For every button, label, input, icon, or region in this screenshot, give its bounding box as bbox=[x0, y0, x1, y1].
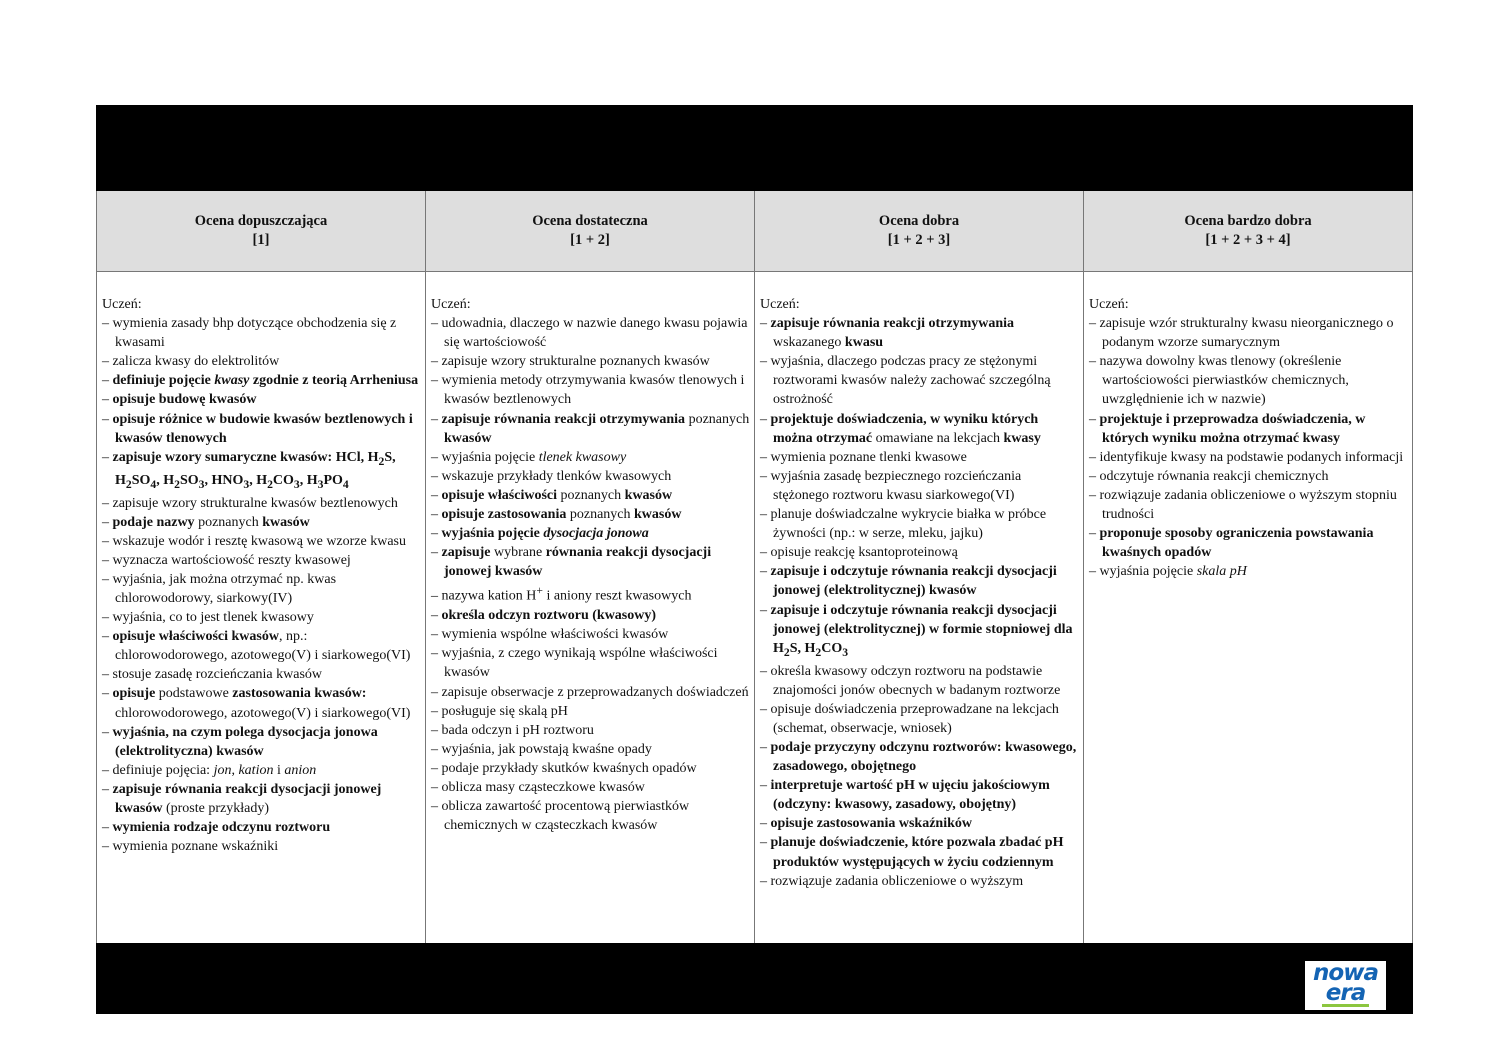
list-item: – rozwiązuje zadania obliczeniowe o wyższym bbox=[760, 873, 1024, 889]
list-item: – podaje przyczyny odczynu roztworów: kwasowego, zasadowego, obojętnego bbox=[760, 739, 1077, 775]
list-item: – nazywa dowolny kwas tlenowy (określenie wartościowości pierwiastków chemicznych, uwzględnienie ich w nazwie) bbox=[1089, 354, 1349, 408]
list-item: – wymienia wspólne właściwości kwasów bbox=[431, 627, 669, 643]
list-item: – wymienia rodzaje odczynu roztworu bbox=[102, 820, 331, 836]
list-item: – podaje nazwy poznanych kwasów bbox=[102, 514, 310, 530]
list-item: – zapisuje i odczytuje równania reakcji dysocjacji jonowej (elektrolitycznej) w formie stopniowej dla $H_2S$, $H_2CO_3$ bbox=[760, 602, 1073, 659]
column-bardzo-dobra bbox=[1083, 191, 1413, 943]
column-subheading: [1 + 2] bbox=[570, 232, 610, 248]
grading-table bbox=[96, 191, 1413, 943]
header-band bbox=[96, 105, 1413, 191]
list-item: – opisuje właściwości poznanych kwasów bbox=[431, 487, 673, 503]
list-item: – proponuje sposoby ograniczenia powstawania kwaśnych opadów bbox=[1089, 526, 1374, 561]
list-item: – wyjaśnia, dlaczego podczas pracy ze stężonymi roztworami kwasów należy zachować szczególną ostrożność bbox=[760, 354, 1051, 408]
list-item: – nazywa kation H+ i aniony reszt kwasowych bbox=[431, 584, 692, 605]
list-item: – planuje doświadczalne wykrycie białka w próbce żywności (np.: w serze, mleku, jajku) bbox=[760, 507, 1047, 542]
column-body bbox=[426, 272, 754, 943]
column-header bbox=[426, 191, 754, 272]
list-item: – wyjaśnia, na czym polega dysocjacja jonowa (elektrolityczna) kwasów bbox=[102, 724, 378, 759]
list-item: – zapisuje wzór strukturalny kwasu nieorganicznego o podanym wzorze sumarycznym bbox=[1089, 316, 1394, 351]
logo-text-era: era bbox=[1322, 983, 1369, 1007]
list-item: – wymienia poznane tlenki kwasowe bbox=[760, 449, 967, 465]
list-item: – opisuje podstawowe zastosowania kwasów: chlorowodorowego, azotowego(V) i siarkowego(VI) bbox=[102, 686, 411, 721]
list-item: – interpretuje wartość pH w ujęciu jakościowym (odczyny: kwasowy, zasadowy, obojętny) bbox=[760, 778, 1050, 813]
list-item: – wyjaśnia, jak można otrzymać np. kwas chlorowodorowy, siarkowy(IV) bbox=[102, 571, 337, 606]
column-subheading: [1 + 2 + 3] bbox=[887, 232, 951, 248]
list-item: – opisuje różnice w budowie kwasów beztlenowych i kwasów tlenowych bbox=[102, 411, 413, 446]
list-item: – zapisuje równania reakcji otrzymywania wskazanego kwasu bbox=[760, 316, 1015, 351]
list-item: – zapisuje równania reakcji otrzymywania poznanych kwasów bbox=[431, 411, 750, 446]
list-item: – zapisuje obserwacje z przeprowadzanych doświadczeń bbox=[431, 684, 749, 700]
list-item: – zapisuje wzory strukturalne kwasów beztlenowych bbox=[102, 495, 398, 511]
list-item: – posługuje się skalą pH bbox=[431, 703, 568, 719]
column-dostateczna bbox=[425, 191, 755, 943]
list-item: – wyjaśnia, z czego wynikają wspólne właściwości kwasów bbox=[431, 646, 718, 681]
list-item: – bada odczyn i pH roztworu bbox=[431, 722, 594, 738]
list-item: – wskazuje przykłady tlenków kwasowych bbox=[431, 468, 672, 484]
list-item: – wymienia metody otrzymywania kwasów tlenowych i kwasów beztlenowych bbox=[431, 373, 745, 408]
list-item: – wymienia zasady bhp dotyczące obchodzenia się z kwasami bbox=[102, 316, 397, 351]
column-heading: Ocena dobra bbox=[878, 213, 960, 229]
list-item: – zapisuje i odczytuje równania reakcji dysocjacji jonowej (elektrolitycznej) kwasów bbox=[760, 564, 1057, 599]
list-item: – opisuje właściwości kwasów, np.: chlorowodorowego, azotowego(V) i siarkowego(VI) bbox=[102, 629, 411, 664]
list-item: – oblicza masy cząsteczkowe kwasów bbox=[431, 780, 645, 795]
list-intro: Uczeń: bbox=[102, 297, 142, 312]
list-item: – określa kwasowy odczyn roztworu na podstawie znajomości jonów obecnych w badanym roztworze bbox=[760, 663, 1061, 698]
list-intro: Uczeń: bbox=[760, 297, 800, 312]
list-item: – wyjaśnia, co to jest tlenek kwasowy bbox=[102, 610, 314, 626]
list-item: – zalicza kwasy do elektrolitów bbox=[102, 354, 280, 370]
list-item: – podaje przykłady skutków kwaśnych opadów bbox=[431, 760, 697, 776]
list-item: – wskazuje wodór i resztę kwasową we wzorze kwasu bbox=[102, 533, 407, 549]
list-item: – wyjaśnia zasadę bezpiecznego rozcieńczania stężonego roztworu kwasu siarkowego(VI) bbox=[760, 468, 1022, 503]
column-header bbox=[97, 191, 425, 272]
list-item: – opisuje zastosowania poznanych kwasów bbox=[431, 507, 682, 523]
list-item: – zapisuje równania reakcji dysocjacji jonowej kwasów (proste przykłady) bbox=[102, 781, 382, 817]
column-body bbox=[97, 272, 425, 943]
column-dopuszczajaca bbox=[96, 191, 426, 943]
list-item: – opisuje budowę kwasów bbox=[102, 392, 257, 408]
list-item: – planuje doświadczenie, które pozwala zbadać pH produktów występujących w życiu codziennym bbox=[760, 835, 1064, 870]
list-item: – rozwiązuje zadania obliczeniowe o wyższym stopniu trudności bbox=[1089, 487, 1397, 523]
logo-text-nowa: nowa bbox=[1313, 960, 1378, 986]
list-item: – stosuje zasadę rozcieńczania kwasów bbox=[102, 667, 323, 683]
column-body bbox=[755, 272, 1083, 943]
column-subheading: [1] bbox=[252, 232, 270, 248]
list-item: – opisuje reakcję ksantoproteinową bbox=[760, 545, 958, 561]
column-subheading: [1 + 2 + 3 + 4] bbox=[1205, 232, 1291, 248]
list-item: – określa odczyn roztworu (kwasowy) bbox=[431, 608, 657, 624]
list-item: – identyfikuje kwasy na podstawie podanych informacji bbox=[1089, 449, 1404, 465]
column-heading: Ocena dostateczna bbox=[532, 213, 648, 229]
footer-band bbox=[96, 943, 1413, 1014]
list-item: – wyjaśnia, jak powstają kwaśne opady bbox=[431, 741, 652, 757]
list-item: – opisuje doświadczenia przeprowadzane na lekcjach (schemat, obserwacje, wniosek) bbox=[760, 701, 1059, 736]
list-item: – udowadnia, dlaczego w nazwie danego kwasu pojawia się wartościowość bbox=[431, 316, 748, 351]
list-item: – wyznacza wartościowość reszty kwasowej bbox=[102, 552, 351, 568]
list-item: – definiuje pojęcie kwasy zgodnie z teorią Arrheniusa bbox=[102, 373, 419, 389]
column-heading: Ocena bardzo dobra bbox=[1184, 213, 1312, 229]
list-item: – odczytuje równania reakcji chemicznych bbox=[1089, 468, 1329, 484]
list-item: – oblicza zawartość procentową pierwiastków chemicznych w cząsteczkach kwasów bbox=[431, 799, 690, 834]
column-header bbox=[1084, 191, 1412, 272]
list-item: – wyjaśnia pojęcie dysocjacja jonowa bbox=[431, 526, 649, 542]
column-dobra bbox=[754, 191, 1084, 943]
list-item: – projektuje doświadczenia, w wyniku których można otrzymać omawiane na lekcjach kwasy bbox=[760, 411, 1041, 446]
list-item: – zapisuje wzory sumaryczne kwasów: HCl, $H_2S$, $H_2SO_4$, $H_2SO_3$, $HNO_3$, $H_2CO_3$, $H_3PO_4$ bbox=[102, 449, 396, 491]
list-item: – zapisuje wzory strukturalne poznanych kwasów bbox=[431, 354, 710, 370]
column-body bbox=[1084, 272, 1412, 943]
list-item: – wymienia poznane wskaźniki bbox=[102, 839, 279, 855]
list-item: – wyjaśnia pojęcie tlenek kwasowy bbox=[431, 449, 627, 465]
list-intro: Uczeń: bbox=[1089, 297, 1129, 312]
nowa-era-logo bbox=[1305, 961, 1386, 1010]
column-header bbox=[755, 191, 1083, 272]
list-item: – projektuje i przeprowadza doświadczenia, w których wyniku można otrzymać kwasy bbox=[1089, 411, 1366, 446]
list-item: – definiuje pojęcia: jon, kation i anion bbox=[102, 762, 317, 778]
column-heading: Ocena dopuszczająca bbox=[194, 213, 328, 229]
list-item: – opisuje zastosowania wskaźników bbox=[760, 816, 972, 832]
list-item: – wyjaśnia pojęcie skala pH bbox=[1089, 564, 1247, 580]
list-intro: Uczeń: bbox=[431, 297, 471, 312]
list-item: – zapisuje wybrane równania reakcji dysocjacji jonowej kwasów bbox=[431, 545, 712, 580]
